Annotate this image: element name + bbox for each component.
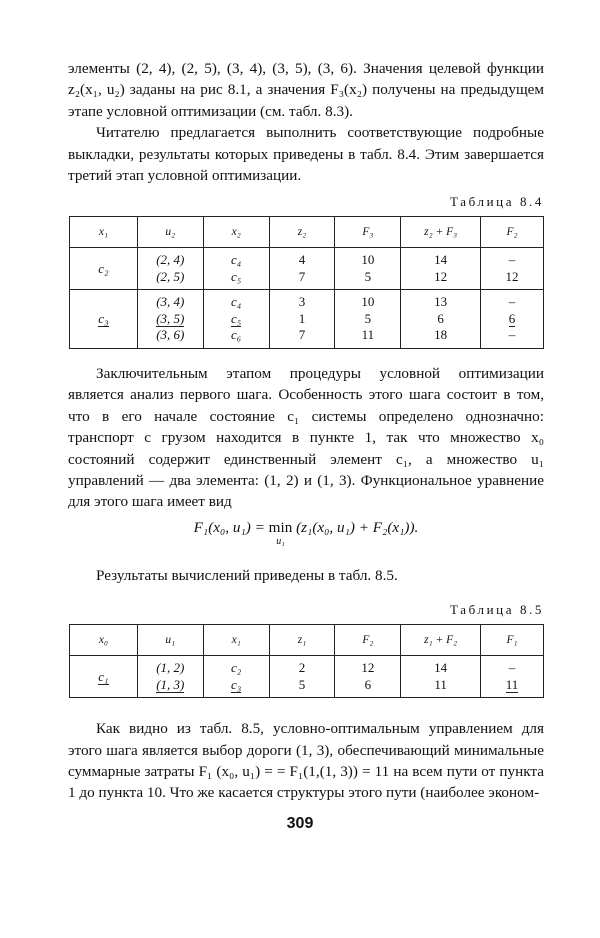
table-8-4-caption: Таблица 8.4 (450, 194, 544, 210)
min-operator: min u₁ (268, 518, 293, 547)
sum-cell: 14 12 (401, 248, 481, 290)
table-8-5 (69, 624, 544, 698)
paragraph-4: Результаты вычислений приведены в табл. 8.5. (96, 566, 398, 584)
table-8-4-header-row (70, 217, 544, 248)
header-cell: u₂ (137, 217, 203, 248)
header-cell: z₂ (269, 217, 335, 248)
sum-cell: 13 6 18 (401, 290, 481, 349)
paragraph-3: Заключительным этапом процедуры условной оптимизации является анализ первого шага. Особенность этого шага состоит в том, что в его начале состояние c₁ системы определено однозначно: транспорт с грузом находится в пункте 1, так что множество x₀ состояний содержит единственный элемент c₁, а множество u₁ управлений — два элемента: (1, 2) и (1, 3). Функциональное уравнение для этого шага имеет вид (68, 364, 544, 511)
header-cell: x₂ (203, 217, 269, 248)
table-row (70, 290, 544, 349)
header-cell: x₁ (70, 217, 138, 248)
paragraph-2: Читателю предлагается выполнить соответствующие подробные выкладки, результаты которых приведены в табл. 8.4. Этим завершается третий этап условной оптимизации. (68, 124, 544, 185)
value-cell: 10 5 11 (335, 290, 401, 349)
header-cell: F₁ (480, 625, 543, 656)
next-state-cell: c₄ c₅ c₆ (203, 290, 269, 349)
header-cell: F₂ (480, 217, 543, 248)
table-8-5-caption: Таблица 8.5 (450, 602, 544, 618)
optimum-cell: – 12 (480, 248, 543, 290)
state-cell: c₁ (70, 656, 138, 698)
control-cell: (3, 4) (3, 5) (3, 6) (137, 290, 203, 349)
header-cell: F₂ (335, 625, 401, 656)
header-cell: x₀ (70, 625, 138, 656)
header-cell: x₁ (203, 625, 269, 656)
state-cell: c₂ (70, 248, 138, 290)
table-row (70, 248, 544, 290)
header-cell: z₁ + F₂ (401, 625, 481, 656)
control-cell: (1, 2) (1, 3) (137, 656, 203, 698)
table-row (70, 656, 544, 698)
next-state-cell: c₄ c₅ (203, 248, 269, 290)
table-8-4 (69, 216, 544, 349)
state-cell: c₃ (70, 290, 138, 349)
paragraph-1: элементы (2, 4), (2, 5), (3, 4), (3, 5), (3, 6). Значения целевой функции z₂(x₁, u₂) заданы на рис 8.1, а значения F₃(x₂) получены на предыдущем этапе условной оптимизации (см. табл. 8.3). (68, 60, 544, 120)
paragraph-5: Как видно из табл. 8.5, условно-оптимальным управлением для этого шага является выбор дороги (1, 3), обеспечивающий минимальные суммарные затраты F₁ (x₀, u₁) = = F₁(1,(1, 3)) = 11 на всем пути от пункта 1 до пункта 10. Что же касается структуры этого пути (наиболее эконом- (68, 720, 544, 802)
page-number: 309 (286, 815, 314, 832)
next-state-cell: c₂ c₃ (203, 656, 269, 698)
optimum-cell: – 6 – (480, 290, 543, 349)
header-cell: F₃ (335, 217, 401, 248)
cost-cell: 3 1 7 (269, 290, 335, 349)
control-cell: (2, 4) (2, 5) (137, 248, 203, 290)
optimum-cell: – 11 (480, 656, 543, 698)
page-body (68, 58, 544, 804)
value-cell: 10 5 (335, 248, 401, 290)
cost-cell: 2 5 (269, 656, 335, 698)
sum-cell: 14 11 (401, 656, 481, 698)
header-cell: z₁ (269, 625, 335, 656)
cost-cell: 4 7 (269, 248, 335, 290)
functional-equation: F₁(x₀, u₁) = min u₁ (z₁(x₀, u₁) + F₂(x₁)). (193, 518, 419, 547)
header-cell: u₁ (137, 625, 203, 656)
header-cell: z₂ + F₃ (401, 217, 481, 248)
value-cell: 12 6 (335, 656, 401, 698)
table-8-5-header-row (70, 625, 544, 656)
